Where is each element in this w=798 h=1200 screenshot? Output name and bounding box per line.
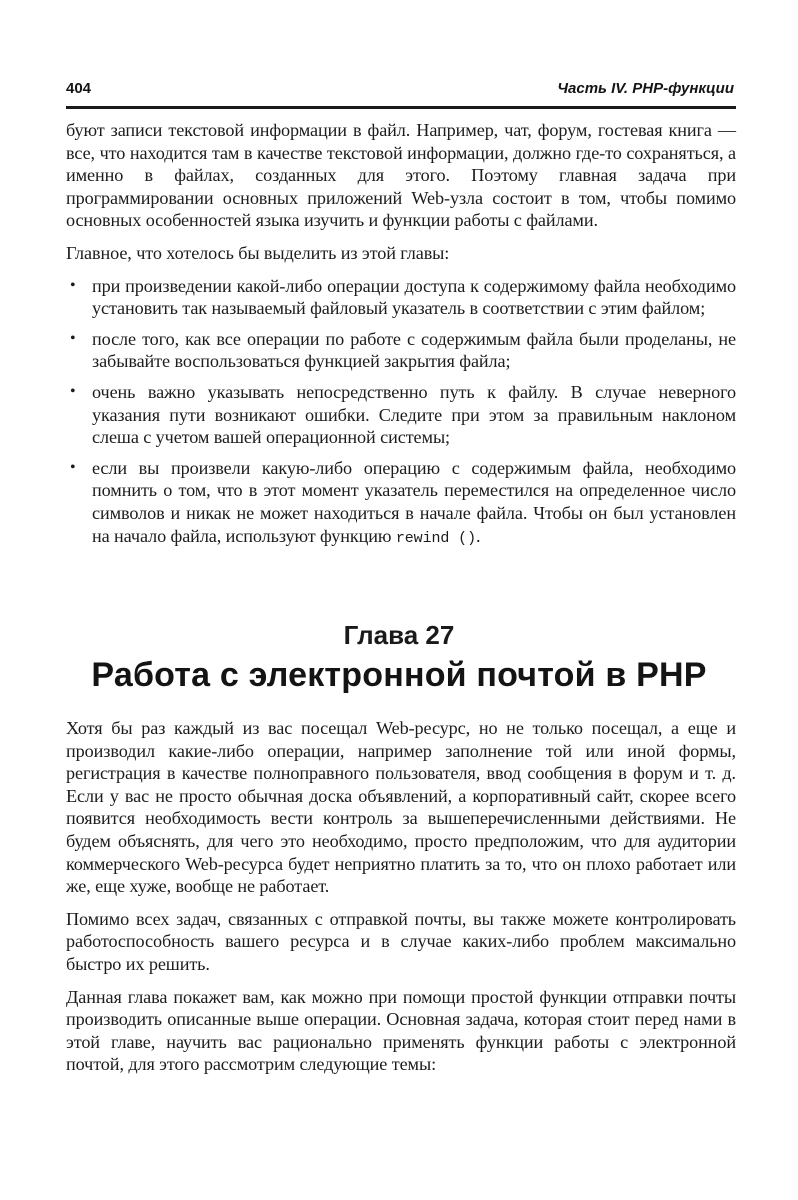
list-item — [66, 275, 736, 320]
bullet-marker: • — [70, 382, 76, 400]
body-paragraph: Помимо всех задач, связанных с отправкой почты, вы также можете контролировать работоспособность вашего ресурса и в случае каких-либо проблем максимально быстро их решить. — [66, 908, 736, 974]
chapter-number: Глава 27 — [343, 620, 455, 650]
intro-paragraph: буют записи текстовой информации в файл. Например, чат, форум, гостевая книга — все, что находится там в качестве текстовой информации, должно где-то сохраняться, а именно в файлах, созданных для этого. Поэтому главная задача при программировании основных приложений Web-узла состоит в том, чтобы помимо основных особенностей языка изучить и функции работы с файлами. — [66, 120, 736, 231]
code-rewind: rewind () — [395, 529, 476, 547]
chapter-title: Работа с электронной почтой в PHP — [91, 656, 707, 694]
bullet-marker: • — [70, 458, 76, 476]
bullet-marker: • — [70, 329, 76, 347]
bullet-marker: • — [70, 276, 76, 294]
summary-list — [66, 275, 736, 551]
body-paragraph: Хотя бы раз каждый из вас посещал Web-ресурс, но не только посещал, а еще и производил какие-либо операции, например заполнение той или иной формы, регистрация в качестве полноправного пользователя, ввод сообщения в форум и т. д. Если у вас не просто обычная доска объявлений, а корпоративный сайт, скорее всего появится необходимость вести контроль за вышеперечисленными действиями. Не будем объяснять, для чего это необходимо, просто предположим, что для аудитории коммерческого Web-ресурса будет неприятно платить за то, что он плохо работает или же, еще хуже, вообще не работает. — [66, 718, 736, 897]
body-paragraph: Данная глава покажет вам, как можно при помощи простой функции отправки почты производить описанные выше операции. Основная задача, которая стоит перед нами в этой главе, научить вас рационально применять функции работы с электронной почтой, для этого рассмотрим следующие темы: — [66, 986, 736, 1075]
list-lead-in: Главное, что хотелось бы выделить из этой главы: — [66, 242, 450, 263]
intro-section — [66, 119, 736, 558]
running-header — [66, 80, 734, 97]
list-item-text: если вы произвели какую-либо операцию с содержимым файла, необходимо помнить о том, что в этот момент указатель переместился на определенное число символов и никак не может находиться в начале файла. Чтобы он был установлен на начало файла, используют функцию — [92, 457, 736, 546]
list-item — [66, 328, 736, 373]
paragraph-gap — [66, 265, 736, 275]
list-item-end: . — [476, 525, 481, 546]
paragraph-gap — [66, 898, 736, 908]
list-item-text: после того, как все операции по работе с содержимым файла были проделаны, не забывайте воспользоваться функцией закрытия файла; — [92, 328, 736, 372]
header-rule — [66, 106, 736, 109]
chapter-body — [66, 717, 736, 1076]
paragraph-gap — [66, 232, 736, 242]
list-item — [66, 457, 736, 550]
page-number: 404 — [66, 80, 92, 97]
list-item-text: при произведении какой-либо операции доступа к содержимому файла необходимо установить так называемый файловый указатель в соответствии с этим файлом; — [92, 275, 736, 319]
list-item-text: очень важно указывать непосредственно путь к файлу. В случае неверного указания пути возникают ошибки. Следите при этом за правильным наклоном слеша с учетом вашей операционной системы; — [92, 381, 736, 448]
paragraph-gap — [66, 976, 736, 986]
list-item — [66, 381, 736, 449]
section-title: Часть IV. PHP-функции — [557, 80, 734, 97]
